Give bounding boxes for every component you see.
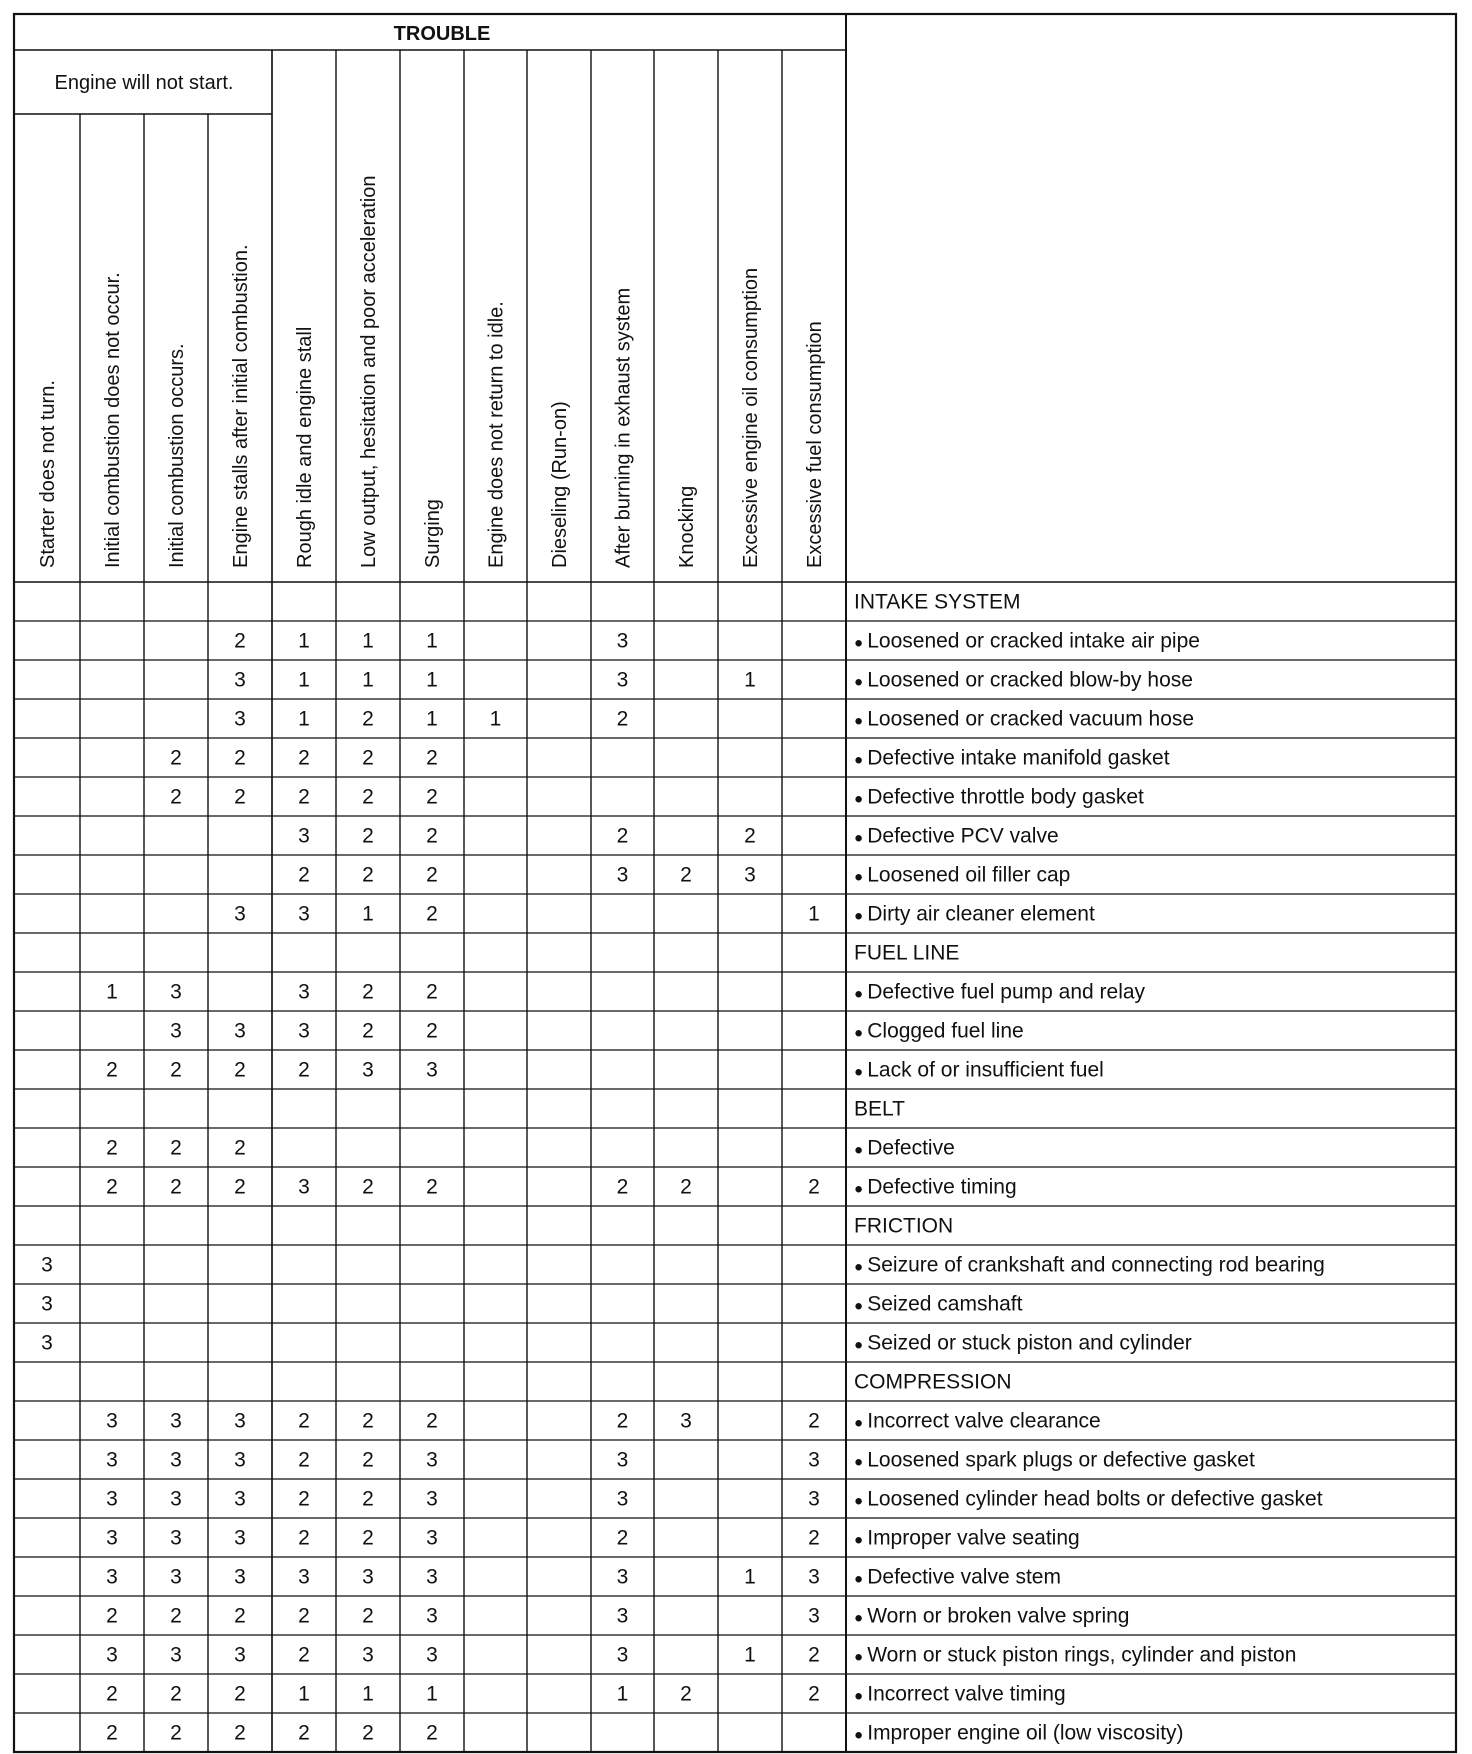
- bullet-icon: ●: [854, 673, 868, 691]
- cause-text: Clogged fuel line: [867, 1019, 1024, 1043]
- cell-value: 2: [362, 1019, 374, 1043]
- cell-value: 3: [106, 1565, 118, 1589]
- cell-value: 3: [616, 629, 629, 653]
- cause-label: [854, 1176, 1017, 1199]
- cell-value: 2: [234, 1058, 246, 1082]
- cause-label: [854, 1449, 1255, 1472]
- cell-value: 2: [362, 707, 374, 731]
- cell-value: 2: [362, 1409, 374, 1433]
- cell-value: 3: [41, 1331, 53, 1355]
- bullet-icon: ●: [854, 751, 868, 769]
- cell-value: 3: [234, 902, 246, 926]
- cause-text: Loosened or cracked intake air pipe: [867, 629, 1200, 653]
- cause-label: [854, 864, 1070, 887]
- cell-value: 2: [298, 1604, 310, 1628]
- cell-value: 1: [426, 707, 438, 731]
- bullet-icon: ●: [854, 1531, 868, 1549]
- cell-value: 3: [106, 1643, 118, 1667]
- cell-value: 3: [298, 1019, 310, 1043]
- cell-value: 3: [106, 1409, 118, 1433]
- column-header: Excessive fuel consumption: [804, 321, 826, 568]
- cell-value: 2: [170, 785, 182, 809]
- cell-value: 2: [362, 1487, 374, 1511]
- cell-value: 2: [234, 1604, 246, 1628]
- bullet-icon: ●: [854, 1687, 868, 1705]
- cell-value: 2: [234, 785, 246, 809]
- bullet-icon: ●: [854, 790, 868, 808]
- column-header: After burning in exhaust system: [612, 287, 635, 568]
- cell-value: 3: [426, 1565, 438, 1589]
- cause-text: Defective throttle body gasket: [867, 785, 1144, 809]
- cell-value: 3: [426, 1604, 438, 1628]
- cause-label: [854, 1566, 1061, 1589]
- cell-value: 1: [426, 668, 438, 692]
- cell-value: 3: [170, 1526, 182, 1550]
- section-heading: COMPRESSION: [854, 1370, 1012, 1394]
- cell-value: 2: [234, 1175, 246, 1199]
- bullet-icon: ●: [854, 1570, 868, 1588]
- cell-value: 2: [808, 1526, 820, 1550]
- column-header: Rough idle and engine stall: [294, 326, 316, 568]
- cell-value: 3: [170, 1448, 182, 1472]
- cause-label: [854, 1410, 1101, 1433]
- cell-value: 3: [170, 1409, 182, 1433]
- cause-text: Defective fuel pump and relay: [867, 980, 1146, 1004]
- cell-value: 3: [170, 1565, 182, 1589]
- cell-value: 1: [616, 1682, 629, 1706]
- cell-value: 3: [234, 1448, 246, 1472]
- engine-will-not-start-group-label: Engine will not start.: [54, 72, 234, 94]
- cell-value: 1: [298, 668, 310, 692]
- cell-value: 3: [106, 1448, 118, 1472]
- cell-value: 3: [426, 1058, 438, 1082]
- column-header: Dieseling (Run-on): [549, 401, 571, 568]
- cell-value: 1: [362, 629, 374, 653]
- cell-value: 2: [616, 1526, 629, 1550]
- cell-value: 2: [106, 1604, 118, 1628]
- cell-value: 2: [616, 707, 629, 731]
- cause-text: Loosened or cracked blow-by hose: [867, 668, 1193, 692]
- cause-text: Loosened or cracked vacuum hose: [867, 707, 1195, 731]
- cell-value: 1: [298, 629, 310, 653]
- cause-label: [854, 1293, 1023, 1316]
- cell-value: 2: [680, 863, 692, 887]
- cell-value: 3: [234, 1565, 246, 1589]
- cause-label: [854, 1137, 955, 1160]
- cell-value: 2: [426, 863, 438, 887]
- cell-value: 2: [106, 1682, 118, 1706]
- cause-label: [854, 669, 1193, 692]
- cell-value: 3: [616, 1565, 629, 1589]
- section-heading: INTAKE SYSTEM: [854, 590, 1021, 614]
- cell-value: 2: [362, 746, 374, 770]
- cell-value: 3: [170, 1019, 182, 1043]
- cause-label: [854, 1644, 1296, 1667]
- cell-value: 3: [298, 824, 310, 848]
- cell-value: 2: [680, 1682, 692, 1706]
- cell-value: 2: [362, 785, 374, 809]
- cell-value: 1: [106, 980, 118, 1004]
- cause-text: Defective timing: [867, 1175, 1017, 1199]
- cell-value: 3: [106, 1487, 118, 1511]
- cause-label: [854, 903, 1095, 926]
- cell-value: 2: [680, 1175, 692, 1199]
- column-headers: [37, 176, 826, 569]
- cell-value: 3: [234, 1409, 246, 1433]
- cell-value: 2: [170, 1604, 182, 1628]
- column-header: Initial combustion does not occur.: [102, 272, 124, 568]
- bullet-icon: ●: [854, 1609, 868, 1627]
- cell-value: 2: [298, 1409, 310, 1433]
- cell-value: 3: [234, 668, 246, 692]
- cause-text: Defective: [867, 1136, 955, 1160]
- cell-value: 3: [616, 1448, 629, 1472]
- cause-text: Improper engine oil (low viscosity): [867, 1721, 1184, 1745]
- cell-value: 3: [616, 863, 629, 887]
- cause-label: [854, 1059, 1104, 1082]
- cell-value: 3: [426, 1526, 438, 1550]
- bullet-icon: ●: [854, 829, 868, 847]
- cell-value: 2: [808, 1682, 820, 1706]
- cell-value: 3: [362, 1058, 374, 1082]
- cell-value: 3: [680, 1409, 692, 1433]
- bullet-icon: ●: [854, 634, 868, 652]
- cell-value: 2: [744, 824, 756, 848]
- cell-value: 2: [298, 1721, 310, 1745]
- cell-value: 2: [362, 1604, 374, 1628]
- cause-label: [854, 630, 1200, 653]
- cause-text: Loosened cylinder head bolts or defective gasket: [867, 1487, 1323, 1511]
- cell-value: 2: [426, 1019, 438, 1043]
- cell-value: 1: [808, 902, 820, 926]
- cell-value: 2: [298, 863, 310, 887]
- cell-value: 3: [616, 1643, 629, 1667]
- cell-value: 2: [362, 863, 374, 887]
- cause-label: [854, 981, 1146, 1004]
- cause-label: [854, 708, 1194, 731]
- bullet-icon: ●: [854, 1063, 868, 1081]
- cell-value: 2: [170, 746, 182, 770]
- cell-value: 2: [170, 1136, 182, 1160]
- cell-value: 3: [426, 1448, 438, 1472]
- column-header: Excessive engine oil consumption: [740, 267, 762, 568]
- cell-value: 1: [298, 1682, 310, 1706]
- column-header: Surging: [422, 499, 444, 568]
- cell-value: 2: [298, 1448, 310, 1472]
- cause-text: Improper valve seating: [867, 1526, 1080, 1550]
- cell-value: 3: [234, 707, 246, 731]
- cell-value: 2: [808, 1643, 820, 1667]
- bullet-icon: ●: [854, 1180, 868, 1198]
- cause-label: [854, 786, 1144, 809]
- cause-text: Incorrect valve timing: [867, 1682, 1066, 1706]
- bullet-icon: ●: [854, 1726, 868, 1744]
- bullet-icon: ●: [854, 1414, 868, 1432]
- cell-value: 2: [426, 980, 438, 1004]
- cause-label: [854, 1527, 1080, 1550]
- cause-text: Seized camshaft: [867, 1292, 1023, 1316]
- bullet-icon: ●: [854, 1336, 868, 1354]
- cell-value: 2: [234, 629, 246, 653]
- cell-value: 2: [234, 1682, 246, 1706]
- cell-value: 2: [808, 1409, 820, 1433]
- cell-value: 1: [362, 1682, 374, 1706]
- bullet-icon: ●: [854, 985, 868, 1003]
- cell-value: 3: [808, 1448, 820, 1472]
- cell-value: 2: [234, 1721, 246, 1745]
- cell-value: 3: [41, 1292, 53, 1316]
- cell-value: 2: [426, 1175, 438, 1199]
- cell-value: 2: [298, 785, 310, 809]
- cell-value: 2: [106, 1175, 118, 1199]
- bullet-icon: ●: [854, 1297, 868, 1315]
- cell-value: 3: [298, 1565, 310, 1589]
- cell-value: 2: [426, 902, 438, 926]
- cause-label: [854, 1020, 1024, 1043]
- cell-value: 3: [234, 1487, 246, 1511]
- cell-value: 2: [106, 1721, 118, 1745]
- bullet-icon: ●: [854, 1141, 868, 1159]
- cell-value: 2: [298, 1526, 310, 1550]
- cell-value: 2: [170, 1682, 182, 1706]
- cell-value: 3: [616, 668, 629, 692]
- cause-text: Worn or stuck piston rings, cylinder and piston: [867, 1643, 1297, 1667]
- cell-value: 2: [616, 824, 629, 848]
- bullet-icon: ●: [854, 1024, 868, 1042]
- cause-label: [854, 1332, 1192, 1355]
- column-header: Engine does not return to idle.: [485, 301, 508, 568]
- cell-value: 2: [362, 1526, 374, 1550]
- cell-value: 2: [298, 1058, 310, 1082]
- cell-value: 2: [170, 1721, 182, 1745]
- cause-label: [854, 1683, 1066, 1706]
- cell-value: 1: [362, 668, 374, 692]
- cell-value: 3: [426, 1643, 438, 1667]
- cell-value: 1: [489, 707, 502, 731]
- cause-text: Seizure of crankshaft and connecting rod bearing: [867, 1253, 1325, 1277]
- cell-value: 3: [170, 1643, 182, 1667]
- cause-text: Defective valve stem: [867, 1565, 1061, 1589]
- cell-value: 2: [298, 746, 310, 770]
- cause-label: [854, 747, 1170, 770]
- column-header: Engine stalls after initial combustion.: [230, 244, 252, 568]
- cell-value: 1: [744, 1643, 756, 1667]
- cell-value: 2: [106, 1058, 118, 1082]
- column-header: Initial combustion occurs.: [166, 343, 188, 568]
- cell-value: 3: [362, 1565, 374, 1589]
- cell-value: 3: [170, 980, 182, 1004]
- cell-value: 2: [362, 1448, 374, 1472]
- cause-text: Loosened oil filler cap: [867, 863, 1071, 887]
- section-heading: BELT: [854, 1097, 905, 1121]
- trouble-title: TROUBLE: [393, 23, 491, 45]
- cell-value: 3: [744, 863, 756, 887]
- section-heading: FUEL LINE: [854, 941, 960, 965]
- bullet-icon: ●: [854, 868, 868, 886]
- cell-value: 3: [106, 1526, 118, 1550]
- cause-text: Dirty air cleaner element: [867, 902, 1095, 926]
- cell-value: 2: [426, 746, 438, 770]
- cell-value: 3: [298, 902, 310, 926]
- bullet-icon: ●: [854, 1648, 868, 1666]
- cell-value: 2: [362, 824, 374, 848]
- cause-label: [854, 1605, 1129, 1628]
- cell-value: 2: [170, 1175, 182, 1199]
- cause-label: [854, 825, 1059, 848]
- cell-value: 2: [362, 1175, 374, 1199]
- cause-label: [854, 1488, 1323, 1511]
- cell-value: 1: [298, 707, 310, 731]
- cell-value: 1: [426, 1682, 438, 1706]
- cell-value: 3: [808, 1565, 820, 1589]
- cell-value: 2: [170, 1058, 182, 1082]
- cell-value: 3: [170, 1487, 182, 1511]
- cause-text: Worn or broken valve spring: [867, 1604, 1130, 1628]
- column-header: Low output, hesitation and poor acceleration: [358, 175, 380, 568]
- cause-text: Loosened spark plugs or defective gasket: [867, 1448, 1255, 1472]
- cell-value: 2: [298, 1643, 310, 1667]
- bullet-icon: ●: [854, 1492, 868, 1510]
- cause-text: Seized or stuck piston and cylinder: [867, 1331, 1192, 1355]
- cell-value: 2: [426, 1409, 438, 1433]
- cell-value: 1: [362, 902, 374, 926]
- bullet-icon: ●: [854, 712, 868, 730]
- cell-value: 3: [234, 1526, 246, 1550]
- cell-value: 1: [426, 629, 438, 653]
- cause-label: [854, 1254, 1325, 1277]
- cell-value: 3: [362, 1643, 374, 1667]
- cell-value: 2: [362, 1721, 374, 1745]
- cell-value: 3: [426, 1487, 438, 1511]
- cause-text: Defective intake manifold gasket: [867, 746, 1170, 770]
- cause-text: Lack of or insufficient fuel: [867, 1058, 1104, 1082]
- cell-value: 2: [298, 1487, 310, 1511]
- cell-value: 2: [234, 1136, 246, 1160]
- cell-value: 3: [616, 1604, 629, 1628]
- cause-label: [854, 1722, 1184, 1745]
- cell-value: 1: [744, 668, 756, 692]
- cell-value: 2: [106, 1136, 118, 1160]
- cell-value: 3: [298, 1175, 310, 1199]
- cell-value: 2: [362, 980, 374, 1004]
- cell-value: 3: [234, 1643, 246, 1667]
- cell-value: 2: [426, 785, 438, 809]
- cause-text: Incorrect valve clearance: [867, 1409, 1101, 1433]
- cell-value: 3: [808, 1604, 820, 1628]
- cell-value: 2: [426, 824, 438, 848]
- cell-value: 3: [41, 1253, 53, 1277]
- cell-value: 2: [234, 746, 246, 770]
- cell-value: 1: [744, 1565, 756, 1589]
- cell-value: 2: [808, 1175, 820, 1199]
- section-heading: FRICTION: [854, 1214, 954, 1238]
- cell-value: 3: [298, 980, 310, 1004]
- cell-value: 3: [234, 1019, 246, 1043]
- cell-value: 3: [616, 1487, 629, 1511]
- cell-value: 2: [616, 1175, 629, 1199]
- column-header: Knocking: [676, 485, 698, 568]
- cause-text: Defective PCV valve: [867, 824, 1059, 848]
- cell-value: 3: [808, 1487, 820, 1511]
- cell-value: 2: [616, 1409, 629, 1433]
- bullet-icon: ●: [854, 1453, 868, 1471]
- cell-value: 2: [426, 1721, 438, 1745]
- bullet-icon: ●: [854, 907, 868, 925]
- column-header: Starter does not turn.: [37, 380, 59, 568]
- bullet-icon: ●: [854, 1258, 868, 1276]
